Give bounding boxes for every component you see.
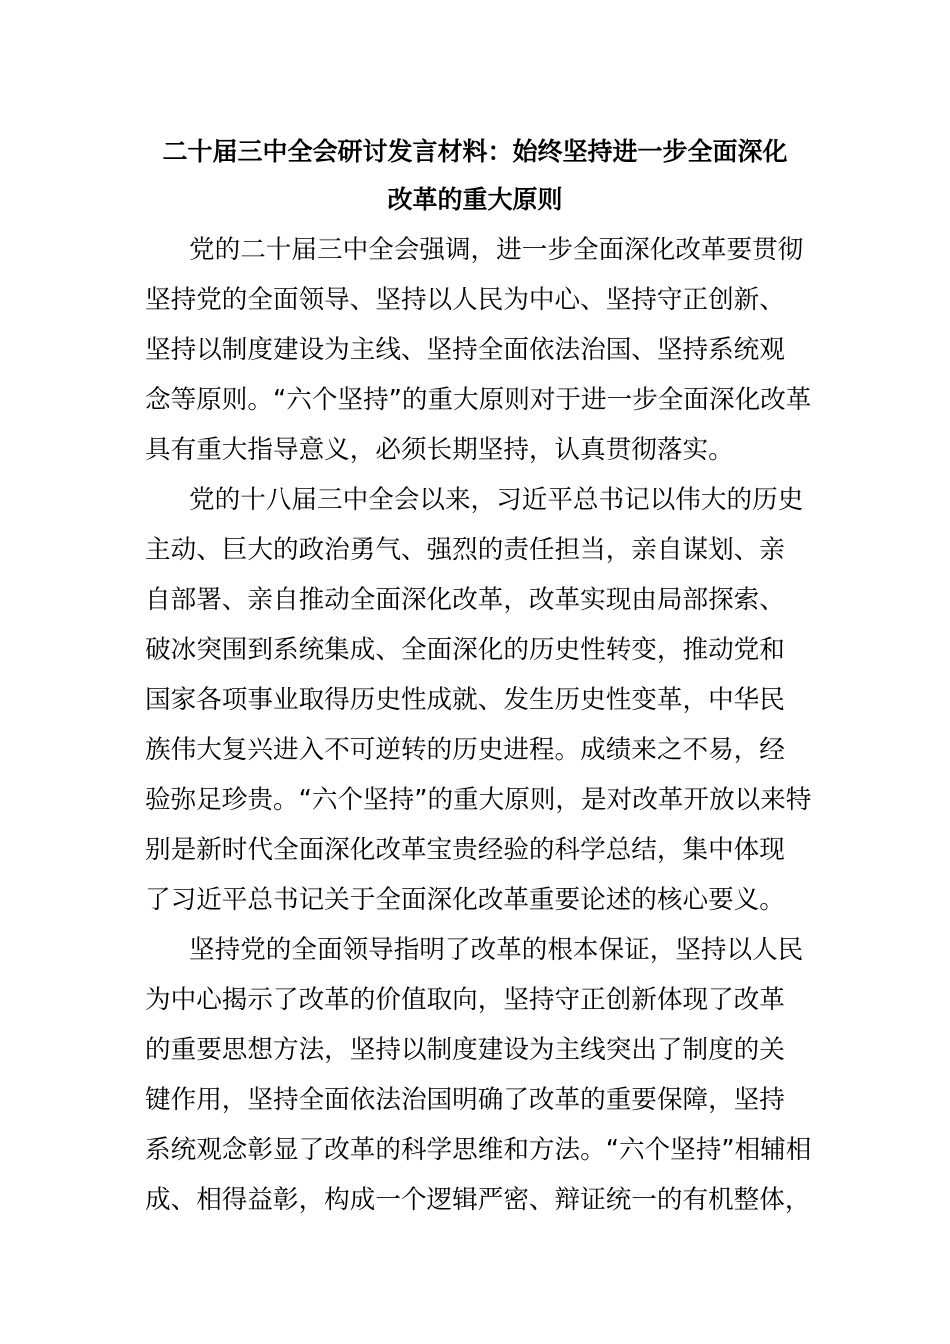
body-line: 为中心揭示了改革的价值取向，坚持守正创新体现了改革 bbox=[145, 985, 785, 1015]
document-body bbox=[145, 229, 812, 1229]
body-line: 主动、巨大的政治勇气、强烈的责任担当，亲自谋划、亲 bbox=[145, 535, 785, 565]
body-line: 念等原则。“六个坚持”的重大原则对于进一步全面深化改革 bbox=[145, 385, 812, 415]
body-line: 破冰突围到系统集成、全面深化的历史性转变，推动党和 bbox=[145, 635, 785, 665]
body-line: 国家各项事业取得历史性成就、发生历史性变革，中华民 bbox=[145, 685, 785, 715]
body-line: 系统观念彰显了改革的科学思维和方法。“六个坚持”相辅相 bbox=[145, 1135, 812, 1165]
body-line: 的重要思想方法，坚持以制度建设为主线突出了制度的关 bbox=[145, 1035, 785, 1065]
document-title-line-1: 二十届三中全会研讨发言材料：始终坚持进一步全面深化 bbox=[162, 137, 788, 166]
body-line: 党的十八届三中全会以来，习近平总书记以伟大的历史 bbox=[189, 485, 804, 515]
body-line: 成、相得益彰，构成一个逻辑严密、辩证统一的有机整体， bbox=[145, 1185, 811, 1215]
body-line: 别是新时代全面深化改革宝贵经验的科学总结，集中体现 bbox=[145, 835, 785, 865]
body-line: 了习近平总书记关于全面深化改革重要论述的核心要义。 bbox=[145, 885, 785, 915]
body-line: 键作用，坚持全面依法治国明确了改革的重要保障，坚持 bbox=[145, 1085, 785, 1115]
body-line: 坚持党的全面领导指明了改革的根本保证，坚持以人民 bbox=[189, 935, 804, 965]
body-line: 坚持以制度建设为主线、坚持全面依法治国、坚持系统观 bbox=[145, 335, 785, 365]
body-line: 族伟大复兴进入不可逆转的历史进程。成绩来之不易，经 bbox=[145, 735, 785, 765]
body-line: 具有重大指导意义，必须长期坚持，认真贯彻落实。 bbox=[145, 435, 734, 465]
body-line: 自部署、亲自推动全面深化改革，改革实现由局部探索、 bbox=[145, 585, 785, 615]
document-title-line-2: 改革的重大原则 bbox=[387, 185, 563, 214]
body-line: 党的二十届三中全会强调，进一步全面深化改革要贯彻 bbox=[189, 235, 804, 265]
body-line: 验弥足珍贵。“六个坚持”的重大原则，是对改革开放以来特 bbox=[145, 785, 812, 815]
body-line: 坚持党的全面领导、坚持以人民为中心、坚持守正创新、 bbox=[145, 285, 785, 315]
